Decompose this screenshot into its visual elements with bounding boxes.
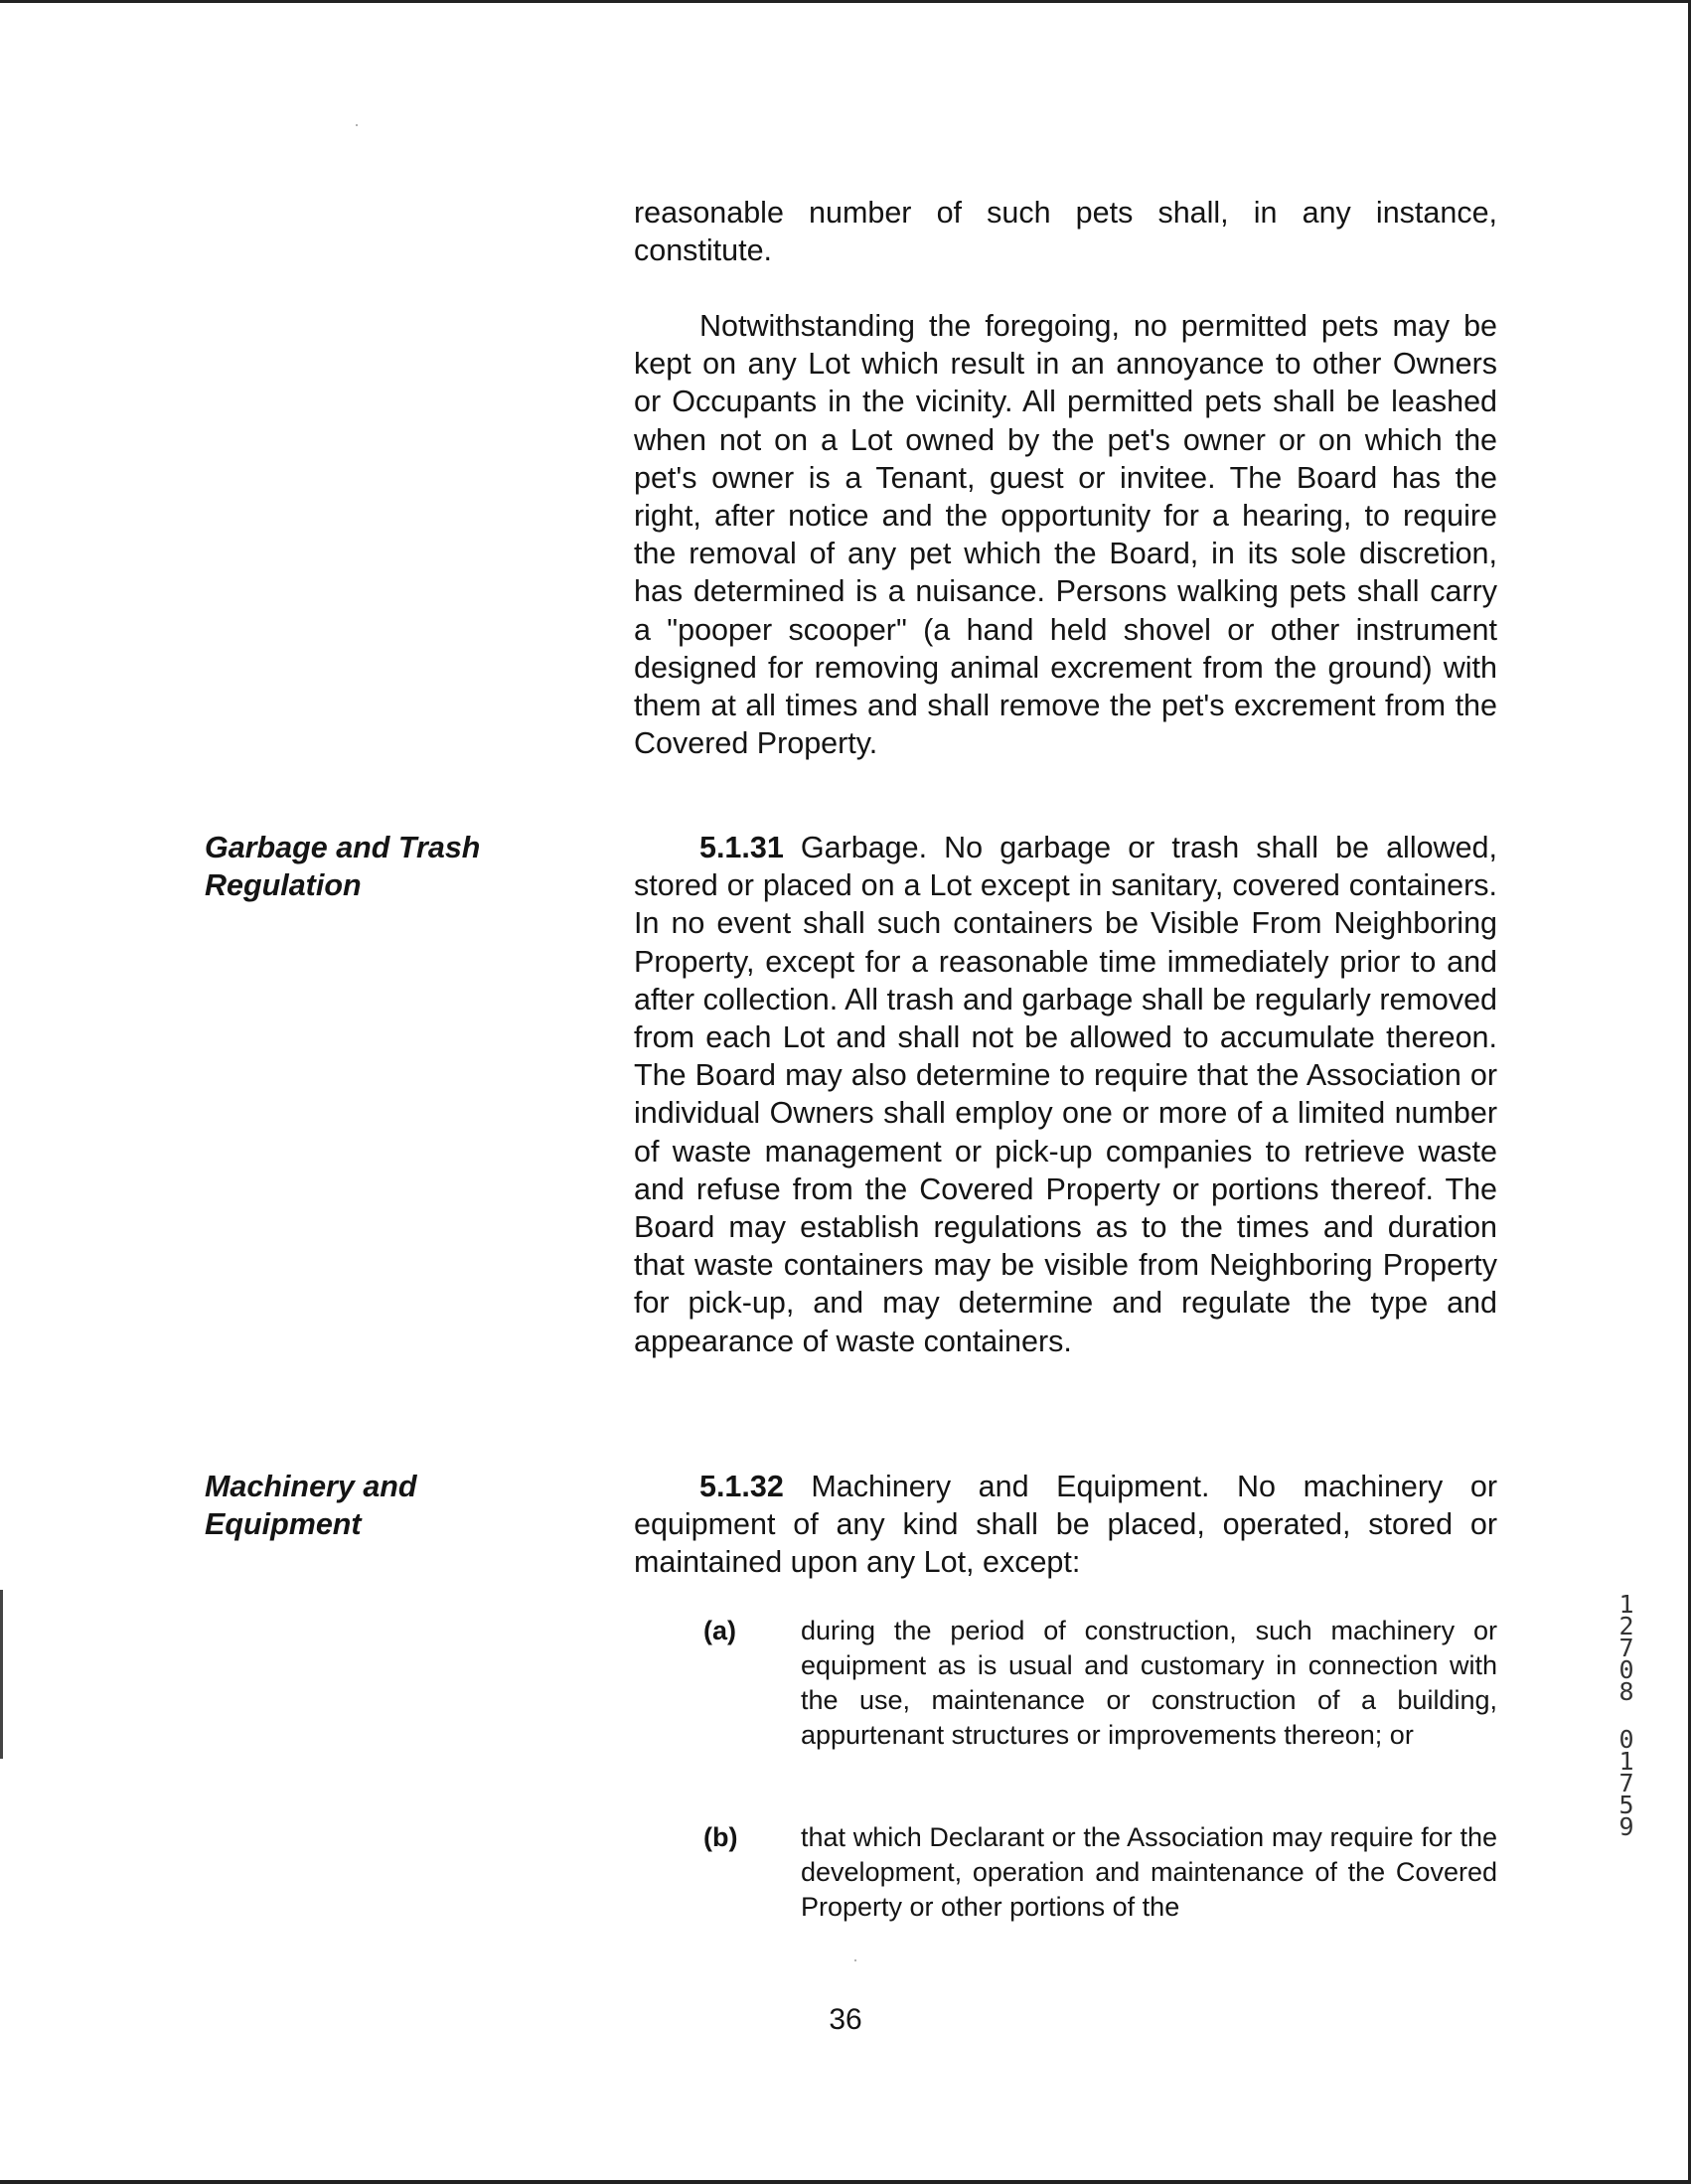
list-item-text: that which Declarant or the Association may require for the development, operation and maintenance of the Covered Property or other portions of the (801, 1822, 1497, 1922)
section-text: Machinery and Equipment. No machinery or equipment of any kind shall be placed, operated, stored or maintained upon any Lot, except: (634, 1470, 1497, 1580)
recording-stamp-digit: 7 (1618, 1769, 1634, 1797)
recording-stamp-digit: 0 (1618, 1725, 1634, 1754)
recording-stamp-digit: 9 (1618, 1812, 1634, 1841)
recording-stamp-digit: 0 (1618, 1655, 1634, 1684)
section-number: 5.1.32 (699, 1470, 784, 1503)
recording-stamp (1612, 1590, 1641, 1841)
scan-speck (356, 124, 358, 126)
recording-stamp-digit: 7 (1618, 1634, 1634, 1662)
section-5-1-32-paragraph (634, 1468, 1497, 1582)
scan-speck (854, 1959, 856, 1961)
recording-stamp-digit: 5 (1618, 1791, 1634, 1819)
recording-stamp-digit: 1 (1618, 1590, 1634, 1619)
margin-heading-line: Machinery and (205, 1470, 417, 1503)
section-5-1-31-paragraph (634, 829, 1497, 1360)
margin-heading-line: Garbage and Trash (205, 831, 481, 864)
scan-edge-mark (0, 1590, 3, 1759)
list-item-label: (a) (703, 1616, 736, 1645)
continuation-paragraph: reasonable number of such pets shall, in any instance, constitute. (634, 196, 1497, 268)
scan-border-top (0, 0, 1691, 3)
margin-heading-machinery (205, 1468, 562, 1543)
list-item-label: (b) (703, 1822, 738, 1852)
scan-border-bottom (0, 2180, 1691, 2184)
pets-paragraph: Notwithstanding the foregoing, no permitted pets may be kept on any Lot which result in an annoyance to other Owners or Occupants in the vicinity. All permitted pets shall be leashed when not on a Lot owned by the pet's owner or on which the pet's owner is a Tenant, guest or invitee. The Board has the right, after notice and the opportunity for a hearing, to require the removal of any pet which the Board, in its sole discretion, has determined is a nuisance. Persons walking pets shall carry a "pooper scooper" (a hand held shovel or other instrument designed for removing animal excrement from the ground) with them at all times and shall remove the pet's excrement from the Covered Property. (634, 309, 1497, 761)
recording-stamp-digits (1612, 1590, 1641, 1706)
page-number: 36 (829, 2003, 862, 2036)
section-text: Garbage. No garbage or trash shall be allowed, stored or placed on a Lot except in sanitary, covered containers. In no event shall such containers be Visible From Neighboring Property, except for a reasonable time immediately prior to and after collection. All trash and garbage shall be regularly removed from each Lot and shall not be allowed to accumulate thereon. The Board may also determine to require that the Association or individual Owners shall employ one or more of a limited number of waste management or pick-up companies to retrieve waste and refuse from the Covered Property or portions thereof. The Board may establish regulations as to the times and duration that waste containers may be visible from Neighboring Property for pick-up, and may determine and regulate the type and appearance of waste containers. (634, 831, 1497, 1358)
recording-stamp-digit: 1 (1618, 1747, 1634, 1776)
section-number: 5.1.31 (699, 831, 784, 864)
recording-stamp-digits (1612, 1725, 1641, 1841)
margin-heading-line: Regulation (205, 868, 362, 903)
recording-stamp-digit: 8 (1618, 1677, 1634, 1706)
margin-heading-garbage (205, 829, 562, 904)
list-item-text: during the period of construction, such machinery or equipment as is usual and customary in connection with the use, maintenance or construction of a building, appurtenant structures or improvements thereon; or (801, 1616, 1497, 1750)
recording-stamp-digit: 2 (1618, 1612, 1634, 1640)
margin-heading-line: Equipment (205, 1507, 362, 1542)
